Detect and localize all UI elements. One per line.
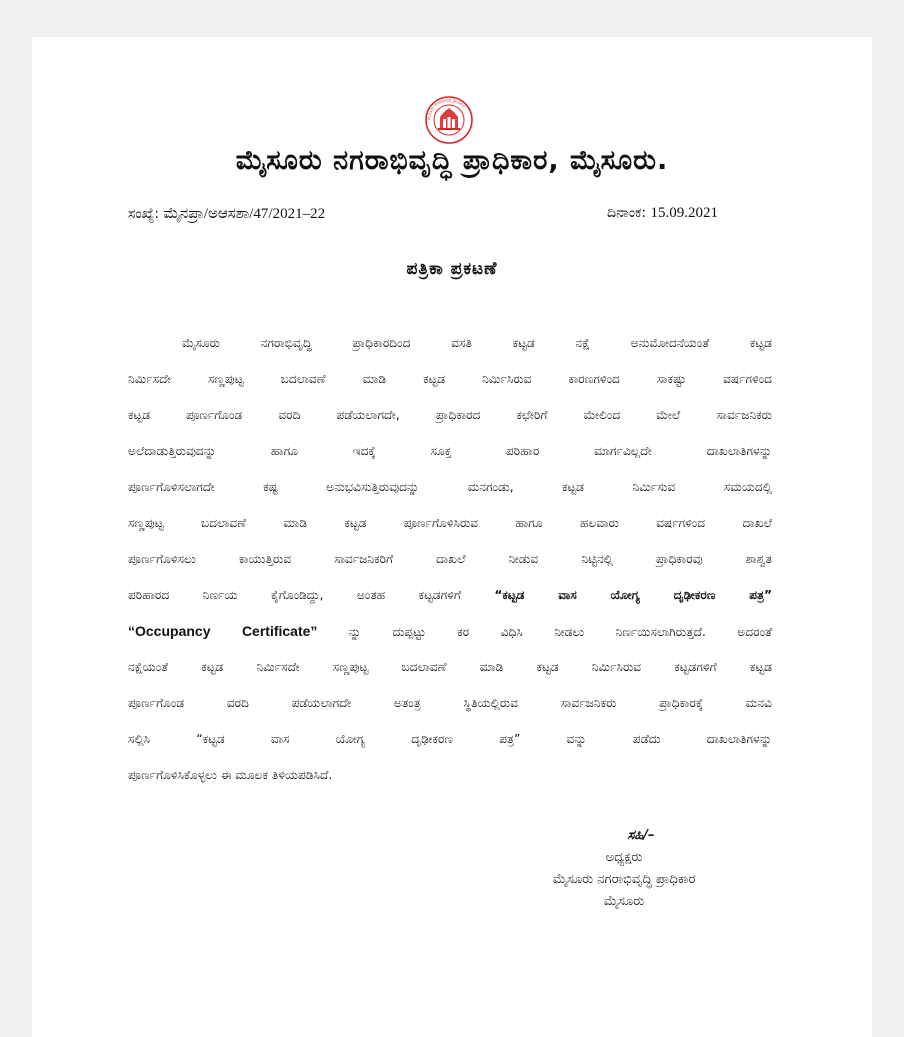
authority-seal-icon — [424, 95, 474, 145]
body-paragraph — [128, 331, 772, 799]
body-line: ಪೂರ್ಣಗೊಳಿಸಿಕೊಳ್ಳಲು ಈ ಮೂಲಕ ತಿಳಿಯಪಡಿಸಿದೆ. — [128, 768, 333, 782]
reference-label: ಸಂಖ್ಯೆ: — [128, 206, 160, 222]
body-line: ಅಲೆದಾಡುತ್ತಿರುವುದನ್ನು ಹಾಗೂ ಇದಕ್ಕೆ ಸೂಕ್ತ ಪರಿಹಾರ ಮಾರ್ಗವಿಲ್ಲದೇ ದಾಖಲಾತಿಗಳನ್ನು — [128, 444, 772, 458]
body-line: ಪೂರ್ಣಗೊಂಡ ವರದಿ ಪಡೆಯಲಾಗದೇ ಅತಂತ್ರ ಸ್ಥಿತಿಯಲ್ಲಿರುವ ಸಾರ್ವಜನಿಕರು ಪ್ರಾಧಿಕಾರಕ್ಕೆ ಮನವಿ — [128, 696, 772, 710]
date-label: ದಿನಾಂಕ: — [607, 205, 647, 221]
seal-text: ಮೈಸೂರು ನಗರಾಭಿವೃದ್ಧಿ ಪ್ರಾಧಿಕಾರ — [425, 96, 467, 121]
signature-block — [494, 825, 754, 913]
press-release-heading: ಪತ್ರಿಕಾ ಪ್ರಕಟಣೆ — [406, 259, 498, 279]
body-line: ಸಣ್ಣಪುಟ್ಟ ಬದಲಾವಣೆ ಮಾಡಿ ಕಟ್ಟಡ ಪೂರ್ಣಗೊಳಿಸಿರುವ ಹಾಗೂ ಹಲವಾರು ವರ್ಷಗಳಿಂದ ದಾಖಲೆ — [128, 516, 772, 530]
body-line: ಮೈಸೂರು ನಗರಾಭಿವೃದ್ಧಿ ಪ್ರಾಧಿಕಾರದಿಂದ ವಸತಿ ಕಟ್ಟಡ ನಕ್ಷೆ ಅನುಮೋದನೆಯಂತೆ ಕಟ್ಟಡ — [182, 336, 772, 350]
certificate-name-english: “Occupancy Certificate” — [128, 623, 318, 639]
body-line — [128, 619, 772, 655]
date — [607, 205, 718, 223]
body-text: ನ್ನು ದುಪ್ಪಟ್ಟು ಕರ ವಿಧಿಸಿ ನೀಡಲು ನಿರ್ಣಯಿಸಲಾಗಿರುತ್ತದೆ. ಅದರಂತೆ — [348, 625, 772, 639]
reference-number — [128, 205, 325, 223]
body-line — [128, 583, 772, 619]
body-text: ಪರಿಹಾರದ ನಿರ್ಣಯ ಕೈಗೊಂಡಿದ್ದು, ಅಂತಹ ಕಟ್ಟಡಗಳಿಗೆ — [128, 588, 461, 602]
reference-value: ಮೈನಪ್ರಾ/ಅಆಸಶಾ/47/2021–22 — [163, 206, 326, 222]
body-line: ನಕ್ಷೆಯಂತೆ ಕಟ್ಟಡ ನಿರ್ಮಿಸದೇ ಸಣ್ಣಪುಟ್ಟ ಬದಲಾವಣೆ ಮಾಡಿ ಕಟ್ಟಡ ನಿರ್ಮಿಸಿರುವ ಕಟ್ಟಡಗಳಿಗೆ ಕಟ್ಟಡ — [128, 660, 772, 674]
page-title: ಮೈಸೂರು ನಗರಾಭಿವೃದ್ಧಿ ಪ್ರಾಧಿಕಾರ, ಮೈಸೂರು. — [235, 145, 669, 176]
body-line: ಪೂರ್ಣಗೊಳಿಸಲಾಗದೇ ಕಷ್ಟ ಅನುಭವಿಸುತ್ತಿರುವುದನ್ನು ಮನಗಂಡು, ಕಟ್ಟಡ ನಿರ್ಮಿಸುವ ಸಮಯದಲ್ಲಿ — [128, 480, 772, 494]
press-release-page — [32, 37, 872, 1037]
reference-row — [128, 205, 718, 223]
office-name: ಮೈಸೂರು ನಗರಾಭಿವೃದ್ಧಿ ಪ್ರಾಧಿಕಾರ — [552, 872, 696, 887]
designation: ಅಧ್ಯಕ್ಷರು — [605, 850, 643, 865]
body-line: ಸಲ್ಲಿಸಿ “ಕಟ್ಟಡ ವಾಸ ಯೋಗ್ಯ ದೃಢೀಕರಣ ಪತ್ರ” ವನ್ನು ಪಡೆದು ದಾಖಲಾತಿಗಳನ್ನು — [128, 732, 772, 746]
signed-mark: ಸಹಿ/– — [627, 828, 655, 843]
certificate-name-kannada: “ಕಟ್ಟಡ ವಾಸ ಯೋಗ್ಯ ದೃಢೀಕರಣ ಪತ್ರ” — [494, 588, 772, 602]
date-value: 15.09.2021 — [650, 205, 718, 221]
body-line: ಪೂರ್ಣಗೊಳಿಸಲು ಕಾಯುತ್ತಿರುವ ಸಾರ್ವಜನಿಕರಿಗೆ ದಾಖಲೆ ನೀಡುವ ನಿಟ್ಟಿನಲ್ಲಿ ಪ್ರಾಧಿಕಾರವು ಶಾಶ್ವತ — [128, 552, 772, 566]
office-city: ಮೈಸೂರು — [603, 894, 645, 909]
body-line: ಕಟ್ಟಡ ಪೂರ್ಣಗೊಂಡ ವರದಿ ಪಡೆಯಲಾಗದೇ, ಪ್ರಾಧಿಕಾರದ ಕಛೇರಿಗೆ ಮೇಲಿಂದ ಮೇಲೆ ಸಾರ್ವಜನಿಕರು — [128, 408, 772, 422]
body-line: ನಿರ್ಮಿಸದೇ ಸಣ್ಣಪುಟ್ಟ ಬದಲಾವಣೆ ಮಾಡಿ ಕಟ್ಟಡ ನಿರ್ಮಿಸಿರುವ ಕಾರಣಗಳಿಂದ ಸಾಕಷ್ಟು ವರ್ಷಗಳಿಂದ — [128, 372, 772, 386]
